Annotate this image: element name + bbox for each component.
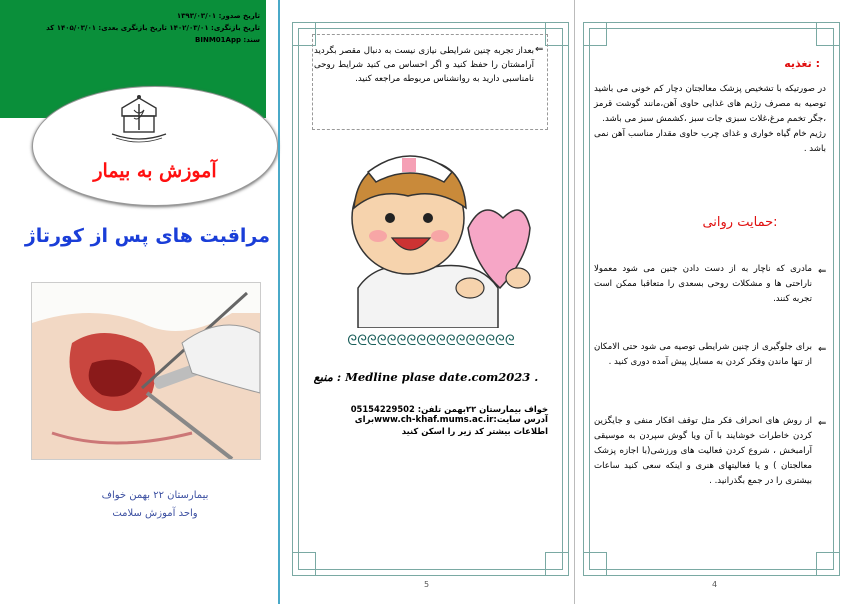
nutrition-paragraph-2: رژیم خام گیاه خواری و غذای چرب حاوی مقدار مناسب آهن نمی باشد .: [594, 129, 826, 154]
website-address: آدرس سایت:www.ch-khaf.mums.ac.irبرای: [354, 415, 548, 425]
frame-corner: [583, 552, 607, 576]
curettage-illustration: [31, 282, 261, 460]
hospital-info: [60, 487, 250, 523]
hospital-name: بیمارستان ۲۲ بهمن خواف: [101, 490, 209, 501]
nurse-heart-illustration: [318, 138, 538, 328]
patient-education-label: آموزش به بیمار: [93, 160, 217, 182]
arrow-icon: ⇐: [818, 418, 827, 429]
frame-corner: [292, 552, 316, 576]
fold-divider-left: [278, 0, 280, 604]
brochure-title: مراقبت های پس از کورتاژ: [24, 225, 270, 247]
nutrition-paragraph-1: در صورتیکه با تشخیص پزشک معالجتان دچار کم خونی می باشید توصیه به مصرف رژیم های غذایی حاوی آهن،مانند گوشت قرمز ،جگر تخمم مرغ،غلات سبزی جات سبز ،کشمش سبز می باشد.: [594, 84, 826, 124]
source-reference: منبع : Medline plase date.com2023 .: [313, 370, 539, 384]
cover-panel: [0, 0, 284, 604]
document-info: [6, 10, 260, 46]
fold-divider-right: [574, 0, 575, 604]
page-number: 4: [712, 580, 718, 589]
decorative-ornament: ᘓᘓᘓᘓᘓᘓᘓᘓᘓᘓᘓᘓᘓᘓᘓᘓᘓ: [347, 333, 515, 349]
nutrition-text: [594, 82, 826, 157]
psychological-support-heading: حمایت روانی:: [702, 215, 778, 230]
health-education-unit: واحد آموزش سلامت: [112, 508, 198, 519]
page-number: 5: [424, 580, 430, 589]
arrow-icon: ⇐: [818, 344, 827, 355]
support-bullet: مادری که ناچار به از دست دادن جنین می شود معمولا ناراحتی ها و مشکلات روحی بسعدی را متعاقبا ممکن است تجربه کنند.: [594, 264, 812, 304]
arrow-icon: ⇐: [535, 44, 544, 55]
frame-corner: [545, 22, 569, 46]
scan-qr-note: اطلاعات بیشتر کد زیر را اسکن کنید: [401, 426, 548, 436]
issue-date: تاریخ صدور: ۱۳۹۳/۰۳/۰۱: [176, 12, 260, 20]
hospital-phone: خواف بیمارستان ۲۲بهمن تلفن: 05154229502: [350, 404, 548, 414]
frame-corner: [545, 552, 569, 576]
support-bullet: برای جلوگیری از چنین شرایطی توصیه می شود حتی الامکان از تنها ماندن وفکر کردن به مسایل پیش آمده دوری کنید .: [594, 342, 812, 367]
nutrition-heading: تغذیه :: [784, 57, 820, 70]
support-bullet: از روش های انحراف فکر مثل توقف افکار منفی و جایگزین کردن خاطرات خوشایند با آن ویا گوش سپردن به موسیقی آرامبخش ، شروع کردن فعالیت های ورزشی(با اجازه پزشک معالجتان ) و یا فعالیتهای هنری و اینکه سعی کنید ساعات بیشتری را در جمع بگذرانید. .: [594, 416, 812, 486]
university-logo-icon: [102, 94, 176, 148]
contact-info: [300, 404, 548, 437]
document-code: سند: BINM01App: [195, 36, 260, 44]
intro-text: بعداز تجربه چنین شرایطی نیازی نیست به دنبال مقصر بگردید آرامشتان را حفظ کنید و اگر احساس می کنید شرایط روحی نامناسبی دارید به روانشناس مربوطه مراجعه کنید.: [314, 46, 534, 85]
review-date: تاریخ بازنگری: ۱۴۰۲/۰۳/۰۱ تاریخ بازنگری بعدی: ۱۴۰۵/۰۳/۰۱ کد: [46, 24, 260, 32]
arrow-icon: ⇐: [818, 266, 827, 277]
frame-corner: [816, 22, 840, 46]
frame-corner: [583, 22, 607, 46]
frame-corner: [816, 552, 840, 576]
